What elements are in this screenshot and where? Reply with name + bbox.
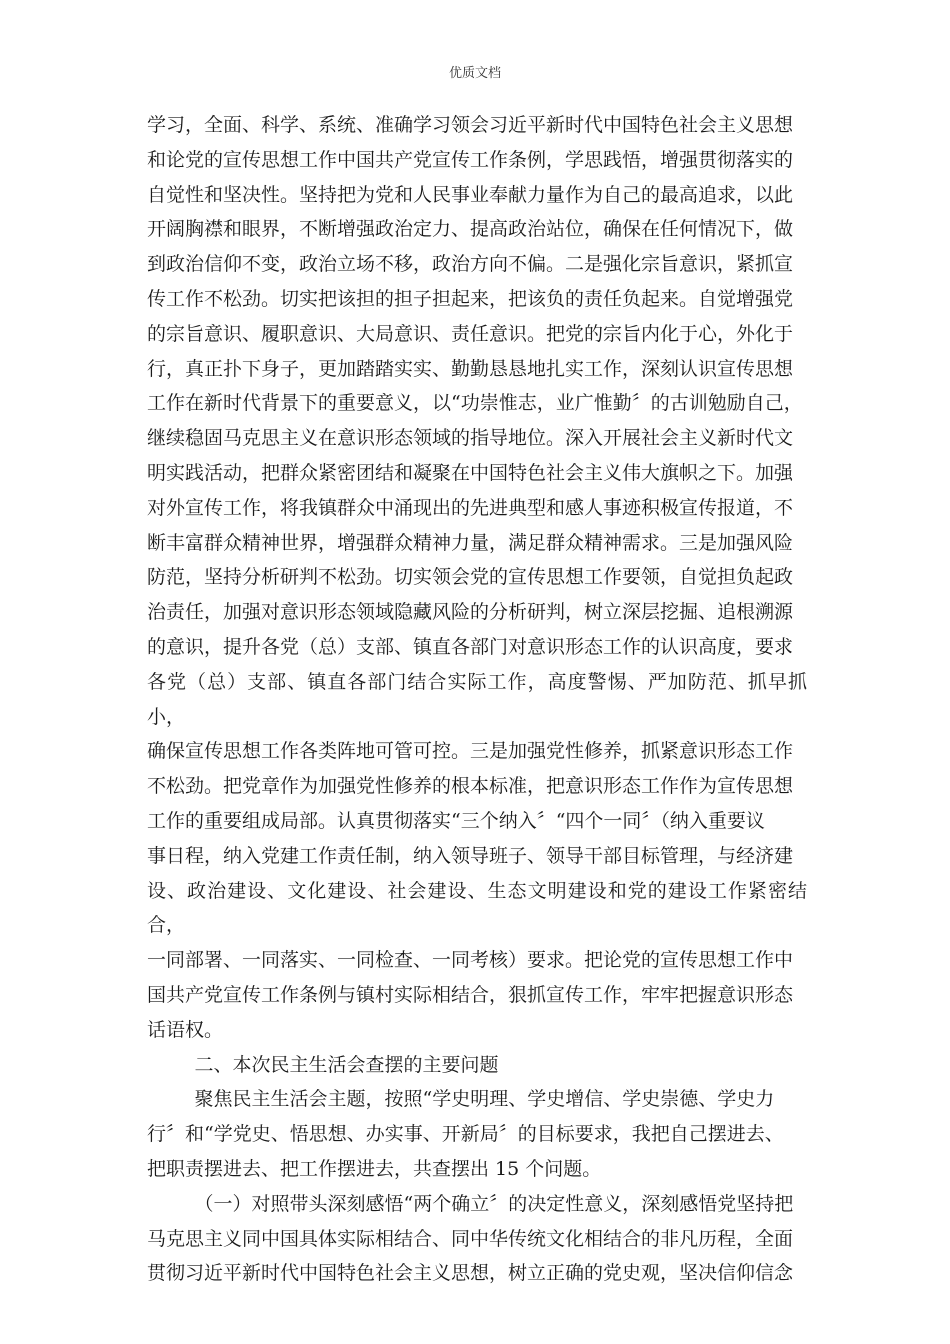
document-body bbox=[147, 108, 807, 1291]
paragraph-item-1: （一）对照带头深刻感悟“两个确立〞的决定性意义，深刻感悟党坚持把 马克思主义同中国具体实际相结合、同中华传统文化相结合的非凡历程，全面 贯彻习近平新时代中国特色社会主义思想，树立正确的党史观，坚决信仰信念 bbox=[147, 1192, 794, 1285]
section-heading: 二、本次民主生活会查摆的主要问题 bbox=[194, 1053, 499, 1076]
paragraph-intro: 聚焦民主生活会主题，按照“学史明理、学史增信、学史崇德、学史力 行〞和“学党史、悟思想、办实事、开新局〞的目标要求，我把自己摆进去、 把职责摆进去、把工作摆进去，共查摆出 15 个问题。 bbox=[147, 1088, 784, 1180]
page-header: 优质文档 bbox=[448, 66, 501, 81]
paragraph-continuation: 学习，全面、科学、系统、准确学习领会习近平新时代中国特色社会主义思想 和论党的宣传思想工作中国共产党宣传工作条例，学思践悟，增强贯彻落实的 自觉性和坚决性。坚持把为党和人民事业奉献力量作为自己的最高追求，以此 开阔胸襟和眼界，不断增强政治定力、提高政治站位，确保在任何情况下，做 到政治信仰不变，政治立场不移，政治方向不偏。二是强化宗旨意识，紧抓宣 传工作不松劲。切实把该担的担子担起来，把该负的责任负起来。自觉增强党 的宗旨意识、履职意识、大局意识、责任意识。把党的宗旨内化于心，外化于 行，真正扑下身子，更加踏踏实实、勤勤恳恳地扎实工作，深刻认识宣传思想 工作在新时代背景下的重要意义，以“功崇惟志，业广惟勤〞的古训勉励自己， 继续稳固马克思主义在意识形态领域的指导地位。深入开展社会主义新时代文 明实践活动，把群众紧密团结和凝聚在中国特色社会主义伟大旗帜之下。加强 对外宣传工作，将我镇群众中涌现出的先进典型和感人事迹积极宣传报道，不 断丰富群众精神世界，增强群众精神力量，满足群众精神需求。三是加强风险 防范，坚持分析研判不松劲。切实领会党的宣传思想工作要领，自觉担负起政 治责任，加强对意识形态领域隐藏风险的分析研判，树立深层挖掘、追根溯源 的意识，提升各党（总）支部、镇直各部门对意识形态工作的认识高度，要求 各党（总）支部、镇直各部门结合实际工作，高度警惕、严加防范、抓早抓小， 确保宣传思想工作各类阵地可管可控。三是加强党性修养，抓紧意识形态工作 不松劲。把党章作为加强党性修养的根本标准，把意识形态工作作为宣传思想 工作的重要组成局部。认真贯彻落实“三个纳入〞“四个一同〞（纳入重要议 事日程，纳入党建工作责任制，纳入领导班子、领导干部目标管理，与经济建 设、政治建设、文化建设、社会建设、生态文明建设和党的建设工作紧密结合， 一同部署、一同落实、一同检查、一同考核）要求。把论党的宣传思想工作中 国共产党宣传工作条例与镇村实际相结合，狠抓宣传工作，牢牢把握意识形态 话语权。 bbox=[147, 114, 807, 1041]
